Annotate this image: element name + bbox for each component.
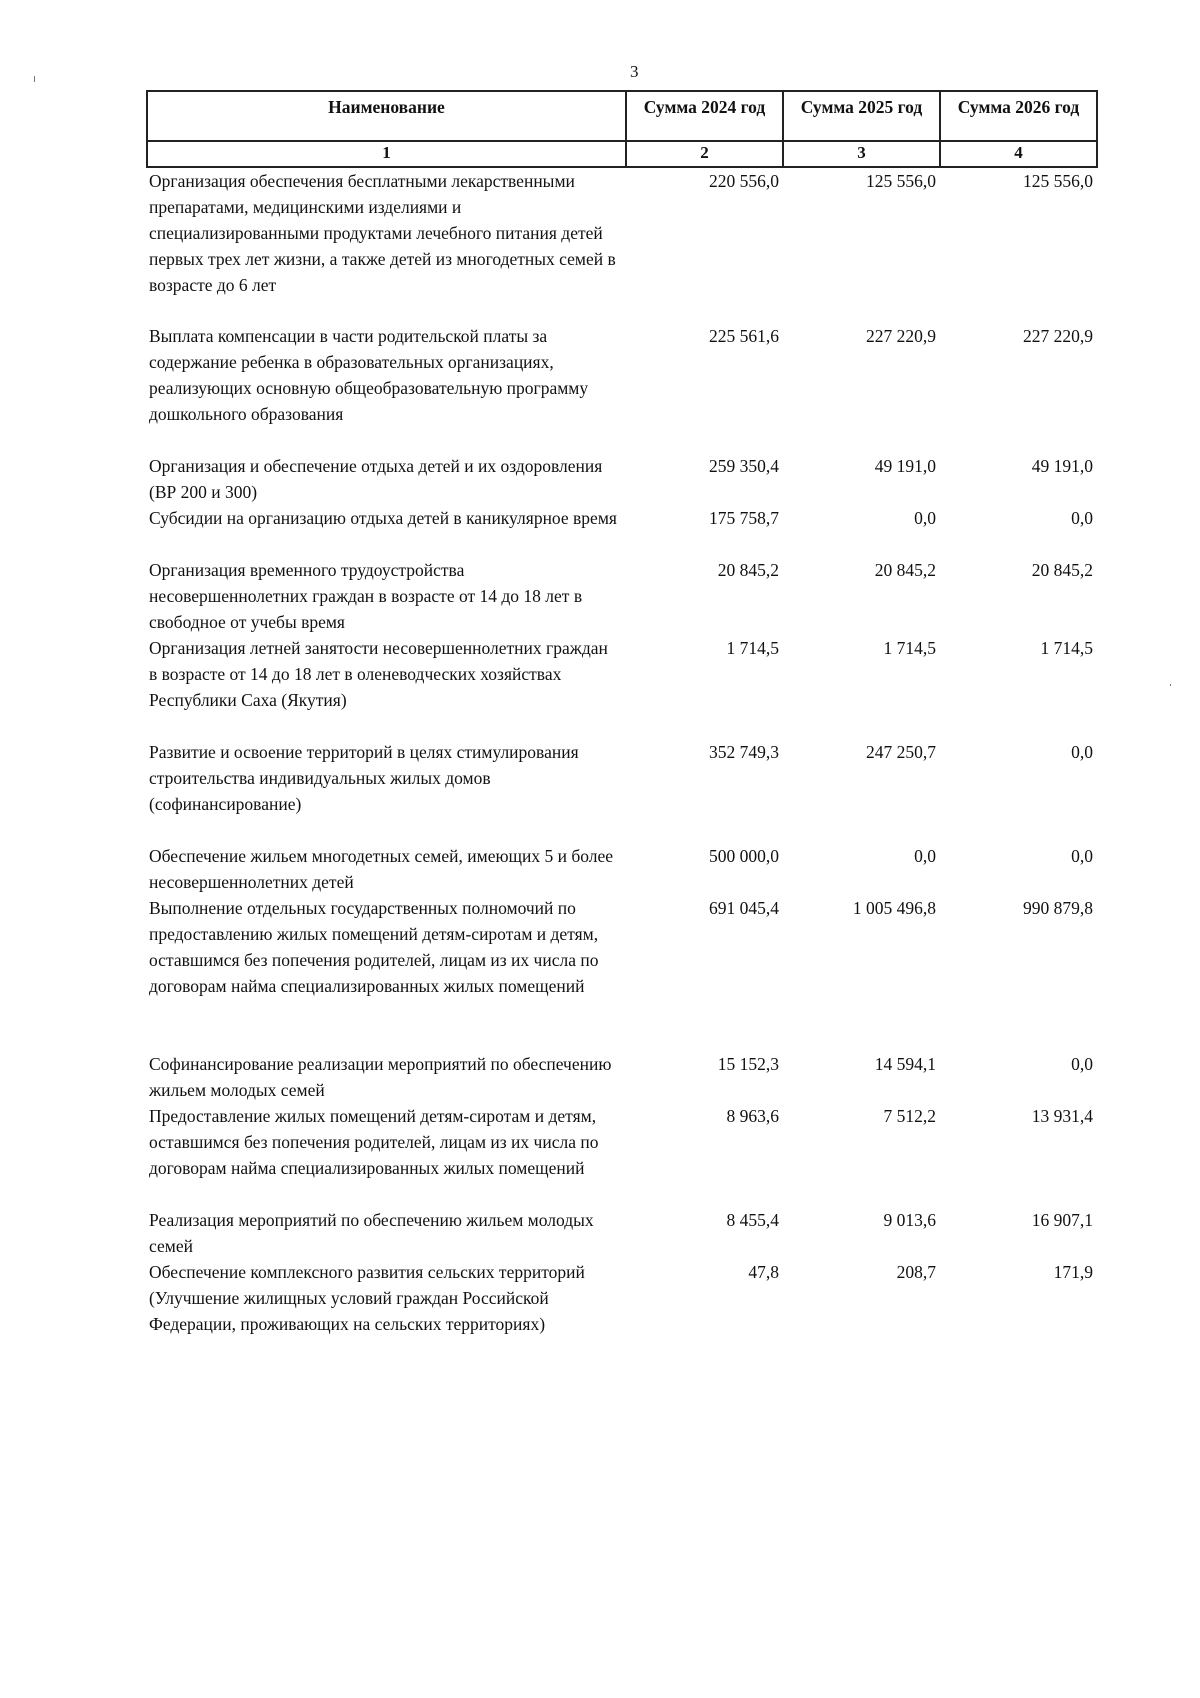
row-value-2025: 1 714,5 bbox=[883, 638, 936, 658]
row-name: Обеспечение жильем многодетных семей, имеющих 5 и более несовершеннолетних детей bbox=[149, 846, 614, 892]
row-value-2025: 20 845,2 bbox=[874, 560, 936, 580]
row-value-2026: 227 220,9 bbox=[1023, 326, 1093, 346]
row-name: Субсидии на организацию отдыха детей в каникулярное время bbox=[149, 508, 617, 528]
table-row bbox=[147, 505, 1097, 557]
header-2026: Сумма 2026 год bbox=[940, 91, 1097, 141]
row-name: Организация и обеспечение отдыха детей и их оздоровления (ВР 200 и 300) bbox=[149, 456, 603, 502]
table-row bbox=[147, 1051, 1097, 1103]
table-row bbox=[147, 843, 1097, 895]
column-number-3: 3 bbox=[783, 141, 940, 167]
row-value-2024: 259 350,4 bbox=[709, 456, 779, 476]
page-number: 3 bbox=[630, 62, 639, 81]
row-value-2025: 227 220,9 bbox=[866, 326, 936, 346]
row-value-2025: 14 594,1 bbox=[874, 1054, 936, 1074]
scan-mark-right bbox=[1170, 684, 1171, 686]
row-value-2026: 171,9 bbox=[1053, 1262, 1093, 1282]
row-name: Организация обеспечения бесплатными лекарственными препаратами, медицинскими изделиями и специализированными продуктами лечебного питания детей первых трех лет жизни, а также детей из многодетных семей в возрасте до 6 лет bbox=[149, 171, 616, 295]
column-number-2: 2 bbox=[626, 141, 783, 167]
row-name: Обеспечение комплексного развития сельских территорий (Улучшение жилищных условий граждан Российской Федерации, проживающих на сельских территориях) bbox=[149, 1262, 585, 1334]
row-value-2026: 0,0 bbox=[1071, 508, 1093, 528]
header-2024: Сумма 2024 год bbox=[626, 91, 783, 141]
table-row bbox=[147, 557, 1097, 635]
table-row bbox=[147, 1259, 1097, 1363]
row-name: Софинансирование реализации мероприятий по обеспечению жильем молодых семей bbox=[149, 1054, 612, 1100]
row-value-2025: 49 191,0 bbox=[874, 456, 936, 476]
row-value-2025: 9 013,6 bbox=[883, 1210, 936, 1230]
header-2025: Сумма 2025 год bbox=[783, 91, 940, 141]
column-number-1: 1 bbox=[147, 141, 626, 167]
row-value-2024: 500 000,0 bbox=[709, 846, 779, 866]
row-value-2024: 225 561,6 bbox=[709, 326, 779, 346]
row-value-2026: 49 191,0 bbox=[1031, 456, 1093, 476]
row-value-2024: 175 758,7 bbox=[709, 508, 779, 528]
scan-mark-left bbox=[34, 76, 35, 82]
row-value-2026: 20 845,2 bbox=[1031, 560, 1093, 580]
row-value-2024: 8 963,6 bbox=[726, 1106, 779, 1126]
row-name: Организация временного трудоустройства несовершеннолетних граждан в возрасте от 14 до 18 лет в свободное от учебы время bbox=[149, 560, 583, 632]
row-value-2026: 13 931,4 bbox=[1031, 1106, 1093, 1126]
column-number-4: 4 bbox=[940, 141, 1097, 167]
row-name: Развитие и освоение территорий в целях стимулирования строительства индивидуальных жилых домов (софинансирование) bbox=[149, 742, 579, 814]
row-value-2024: 15 152,3 bbox=[717, 1054, 779, 1074]
table-row bbox=[147, 1207, 1097, 1259]
row-value-2026: 125 556,0 bbox=[1023, 171, 1093, 191]
row-value-2024: 220 556,0 bbox=[709, 171, 779, 191]
row-value-2026: 0,0 bbox=[1071, 846, 1093, 866]
row-name: Выполнение отдельных государственных полномочий по предоставлению жилых помещений детям-сиротам и детям, оставшимся без попечения родителей, лицам из их числа по договорам найма специализированных жилых помещений bbox=[149, 898, 599, 996]
table-row bbox=[147, 1103, 1097, 1207]
row-value-2026: 990 879,8 bbox=[1023, 898, 1093, 918]
row-value-2026: 0,0 bbox=[1071, 742, 1093, 762]
row-value-2025: 0,0 bbox=[914, 846, 936, 866]
row-name: Организация летней занятости несовершеннолетних граждан в возрасте от 14 до 18 лет в оленеводческих хозяйствах Республики Саха (Якутия) bbox=[149, 638, 608, 710]
table-row bbox=[147, 739, 1097, 843]
budget-table bbox=[146, 90, 1098, 1363]
table-row bbox=[147, 635, 1097, 739]
row-value-2025: 247 250,7 bbox=[866, 742, 936, 762]
column-number-row bbox=[147, 141, 1097, 167]
row-value-2024: 1 714,5 bbox=[726, 638, 779, 658]
row-value-2024: 47,8 bbox=[748, 1262, 779, 1282]
header-name: Наименование bbox=[147, 91, 626, 141]
row-name: Предоставление жилых помещений детям-сиротам и детям, оставшимся без попечения родителей, лицам из их числа по договорам найма специализированных жилых помещений bbox=[149, 1106, 599, 1178]
table-row bbox=[147, 323, 1097, 453]
table-row bbox=[147, 453, 1097, 505]
row-value-2024: 20 845,2 bbox=[717, 560, 779, 580]
table-header-row bbox=[147, 91, 1097, 141]
row-value-2025: 0,0 bbox=[914, 508, 936, 528]
row-value-2026: 16 907,1 bbox=[1031, 1210, 1093, 1230]
row-name: Выплата компенсации в части родительской платы за содержание ребенка в образовательных организациях, реализующих основную общеобразовательную программу дошкольного образования bbox=[149, 326, 589, 424]
row-value-2025: 7 512,2 bbox=[883, 1106, 936, 1126]
row-value-2025: 125 556,0 bbox=[866, 171, 936, 191]
row-value-2024: 352 749,3 bbox=[709, 742, 779, 762]
row-value-2026: 0,0 bbox=[1071, 1054, 1093, 1074]
row-name: Реализация мероприятий по обеспечению жильем молодых семей bbox=[149, 1210, 594, 1256]
row-value-2024: 691 045,4 bbox=[709, 898, 779, 918]
table-row bbox=[147, 167, 1097, 323]
row-value-2025: 1 005 496,8 bbox=[852, 898, 936, 918]
table-row bbox=[147, 895, 1097, 1051]
row-value-2024: 8 455,4 bbox=[726, 1210, 779, 1230]
row-value-2026: 1 714,5 bbox=[1040, 638, 1093, 658]
row-value-2025: 208,7 bbox=[896, 1262, 936, 1282]
